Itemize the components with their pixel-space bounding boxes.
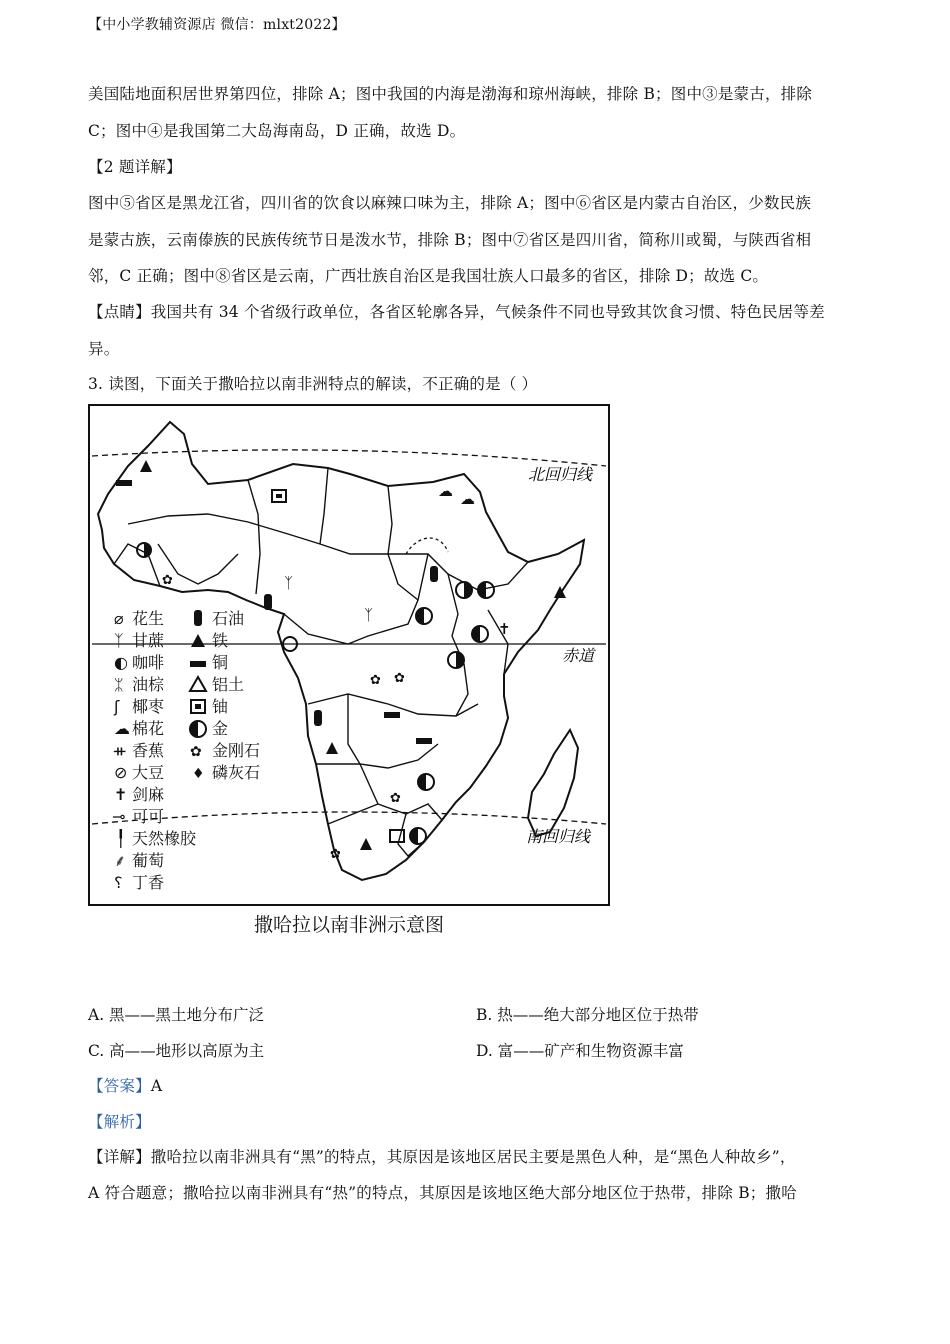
oil-icon — [264, 594, 272, 610]
section-heading: 【2 题详解】 — [88, 158, 182, 176]
legend-label: 油棕 — [132, 675, 165, 694]
legend-label: 剑麻 — [132, 785, 165, 804]
legend-label: 石油 — [212, 609, 245, 628]
svg-text:ʃ: ʃ — [114, 697, 120, 716]
legend-label: 可可 — [132, 807, 165, 826]
legend-label: 铜 — [212, 653, 229, 672]
tropic-south-label: 南回归线 — [526, 827, 591, 846]
map-caption: 撒哈拉以南非洲示意图 — [253, 914, 444, 936]
detail-line: A 符合题意；撒哈拉以南非洲具有“热”的特点，其原因是该地区绝大部分地区位于热带，排除 B；撒哈 — [88, 1184, 797, 1202]
legend-label: 大豆 — [132, 763, 165, 782]
paragraph-line: 是蒙古族，云南傣族的民族传统节日是泼水节，排除 B；图中⑦省区是四川省，简称川或蜀，与陕西省相 — [88, 231, 812, 249]
legend-label: 香蕉 — [132, 741, 165, 760]
copper-icon — [384, 712, 400, 718]
legend-label: 铝土 — [212, 675, 245, 694]
equator-label: 赤道 — [562, 646, 595, 665]
svg-text:⌀: ⌀ — [114, 609, 124, 628]
uranium-icon-core — [195, 704, 201, 709]
detail-line: 【详解】撒哈拉以南非洲具有“黑”的特点，其原因是该地区居民主要是黑色人种，是“黑色人种故乡”， — [88, 1148, 796, 1166]
option-c[interactable]: C. 高——地形以高原为主 — [88, 1042, 265, 1060]
option-a[interactable]: A. 黑——黑土地分布广泛 — [88, 1006, 265, 1024]
svg-text:✝: ✝ — [114, 785, 128, 804]
paragraph-line: 图中⑤省区是黑龙江省，四川省的饮食以麻辣口味为主，排除 A；图中⑥省区是内蒙古自治区，少数民族 — [88, 194, 812, 212]
legend-label: 棉花 — [132, 719, 165, 738]
diamond-icon: ✿ — [162, 573, 173, 588]
paragraph-line: 异。 — [88, 340, 120, 358]
paragraph-line: 美国陆地面积居世界第四位，排除 A；图中我国的内海是渤海和琼州海峡，排除 B；图中③是蒙古，排除 — [88, 85, 813, 103]
answer-value: A — [150, 1077, 163, 1095]
paragraph-line: 邻，C 正确；图中⑧省区是云南，广西壮族自治区是我国壮族人口最多的省区，排除 D；故选 C。 — [88, 267, 769, 285]
question-stem: 3. 读图，下面关于撒哈拉以南非洲特点的解读，不正确的是（ ） — [88, 375, 538, 393]
diamond-icon: ✿ — [190, 744, 202, 760]
answer-label: 【答案】 — [88, 1077, 151, 1095]
oil-icon — [430, 566, 438, 582]
oil-icon — [194, 610, 202, 626]
uranium-icon-core — [276, 494, 282, 498]
oil-icon — [314, 710, 322, 726]
legend-label: 花生 — [132, 609, 165, 628]
apatite-icon: ♦ — [192, 766, 205, 782]
africa-map-figure — [88, 404, 610, 906]
svg-text:☁: ☁ — [114, 719, 130, 738]
paragraph-line: 【点睛】我国共有 34 个省级行政单位，各省区轮廓各异，气候条件不同也导致其饮食习惯、特色民居等差 — [88, 303, 825, 321]
legend-label: 丁香 — [132, 873, 165, 892]
diamond-icon: ✿ — [370, 673, 381, 688]
legend-label: 咖啡 — [132, 653, 165, 672]
svg-text:ᚑ: ᚑ — [114, 741, 126, 760]
legend-label: 天然橡胶 — [132, 829, 197, 848]
diamond-icon: ✿ — [394, 671, 405, 686]
cotton-icon: ☁ — [460, 490, 475, 508]
legend-label: 葡萄 — [132, 851, 165, 870]
svg-text:╿: ╿ — [116, 829, 126, 848]
answer-line — [88, 1074, 162, 1096]
legend-label: 甘蔗 — [132, 631, 165, 650]
legend-label: 椰枣 — [132, 697, 165, 716]
option-d[interactable]: D. 富——矿产和生物资源丰富 — [476, 1042, 684, 1060]
legend-label: 磷灰石 — [212, 763, 261, 782]
svg-text:⊸: ⊸ — [112, 807, 126, 826]
svg-text:ᛉ: ᛉ — [114, 631, 124, 650]
copper-icon — [416, 738, 432, 744]
diamond-icon: ✿ — [390, 791, 401, 806]
oil-palm-icon: ᛉ — [284, 574, 294, 592]
paragraph-line: C；图中④是我国第二大岛海南岛，D 正确，故选 D。 — [88, 122, 466, 140]
svg-text:ᛯ: ᛯ — [114, 675, 124, 694]
copper-icon — [116, 480, 132, 486]
legend-label: 金刚石 — [212, 741, 261, 760]
page-header: 【中小学教辅资源店 微信：mlxt2022】 — [88, 17, 346, 33]
option-b[interactable]: B. 热——绝大部分地区位于热带 — [476, 1006, 699, 1024]
svg-text:◐: ◐ — [114, 653, 128, 672]
tropic-north-label: 北回归线 — [528, 465, 593, 484]
cotton-icon: ☁ — [438, 482, 453, 500]
oil-palm-icon: ᛉ — [364, 606, 374, 624]
svg-text:⊘: ⊘ — [114, 763, 128, 782]
legend-label: 铀 — [212, 697, 229, 716]
copper-icon — [190, 661, 206, 667]
diamond-icon: ✿ — [330, 847, 341, 862]
svg-text:⸮: ⸮ — [114, 873, 123, 892]
sisal-icon: ✝ — [498, 620, 511, 638]
analysis-label: 【解析】 — [88, 1113, 151, 1131]
legend-label: 铁 — [212, 631, 229, 650]
svg-text:⸙: ⸙ — [114, 851, 127, 870]
legend-label: 金 — [212, 719, 229, 738]
